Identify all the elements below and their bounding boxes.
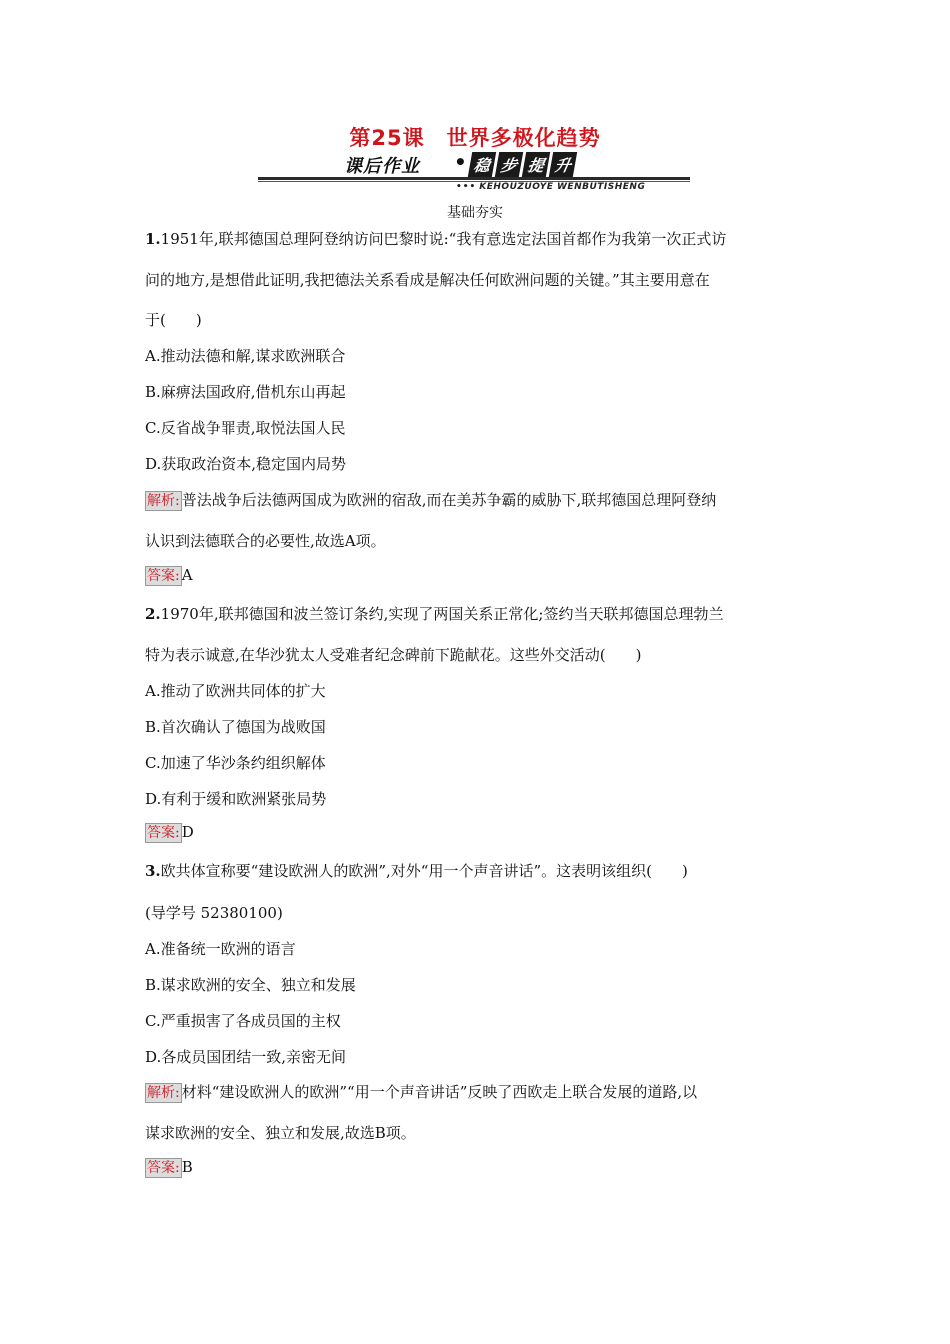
banner-rule bbox=[258, 177, 690, 180]
option: C.加速了华沙条约组织解体 bbox=[145, 754, 326, 772]
option: A.推动法德和解,谋求欧洲联合 bbox=[145, 347, 346, 365]
option: C.反省战争罪责,取悦法国人民 bbox=[145, 419, 346, 437]
section-heading: 基础夯实 bbox=[447, 205, 503, 221]
question-1-line: 1.1951年,联邦德国总理阿登纳访问巴黎时说:“我有意选定法国首都作为我第一次正式访 bbox=[145, 230, 727, 248]
answer-tag: 答案: bbox=[147, 568, 180, 584]
banner-badge: 升 bbox=[549, 152, 577, 177]
option: D.获取政治资本,稳定国内局势 bbox=[145, 455, 347, 473]
question-2-line: 特为表示诚意,在华沙犹太人受难者纪念碑前下跪献花。这些外交活动( ) bbox=[145, 646, 642, 664]
banner-badge: 稳 bbox=[468, 152, 496, 177]
answer: 答案: B bbox=[147, 1158, 193, 1176]
analysis: 解析: 材料“建设欧洲人的欧洲”“用一个声音讲话”反映了西欧走上联合发展的道路,以 bbox=[147, 1083, 698, 1101]
analysis-tag: 解析: bbox=[147, 1085, 180, 1101]
option: B.麻痹法国政府,借机东山再起 bbox=[145, 383, 346, 401]
banner-separator: • bbox=[454, 150, 467, 174]
homework-banner bbox=[258, 152, 690, 194]
option: B.首次确认了德国为战败国 bbox=[145, 718, 326, 736]
banner-badges bbox=[470, 152, 575, 177]
question-1-line: 问的地方,是想借此证明,我把德法关系看成是解决任何欧洲问题的关键。”其主要用意在 bbox=[145, 271, 710, 289]
option: D.有利于缓和欧洲紧张局势 bbox=[145, 790, 327, 808]
analysis: 谋求欧洲的安全、独立和发展,故选B项。 bbox=[145, 1124, 416, 1142]
option: A.准备统一欧洲的语言 bbox=[145, 940, 296, 958]
analysis-tag: 解析: bbox=[147, 493, 180, 509]
lesson-title: 第25课 世界多极化趋势 bbox=[349, 126, 601, 150]
analysis: 认识到法德联合的必要性,故选A项。 bbox=[145, 532, 386, 550]
guide-number: (导学号 52380100) bbox=[145, 904, 283, 922]
banner-badge: 提 bbox=[522, 152, 550, 177]
banner-badge: 步 bbox=[495, 152, 523, 177]
answer: 答案: A bbox=[147, 566, 193, 584]
option: B.谋求欧洲的安全、独立和发展 bbox=[145, 976, 356, 994]
answer: 答案: D bbox=[147, 823, 194, 841]
answer-tag: 答案: bbox=[147, 825, 180, 841]
question-1-line: 于( ) bbox=[145, 311, 202, 329]
question-3-line: 3.欧共体宣称要“建设欧洲人的欧洲”,对外“用一个声音讲话”。这表明该组织( ) bbox=[145, 862, 688, 880]
answer-tag: 答案: bbox=[147, 1160, 180, 1176]
option: D.各成员国团结一致,亲密无间 bbox=[145, 1048, 347, 1066]
option: C.严重损害了各成员国的主权 bbox=[145, 1012, 341, 1030]
option: A.推动了欧洲共同体的扩大 bbox=[145, 682, 326, 700]
question-2-line: 2.1970年,联邦德国和波兰签订条约,实现了两国关系正常化;签约当天联邦德国总理勃兰 bbox=[145, 605, 724, 623]
banner-label: 课后作业 bbox=[344, 156, 420, 177]
banner-subtitle: ••• KEHOUZUOYE WENBUTISHENG bbox=[456, 182, 646, 192]
analysis: 解析: 普法战争后法德两国成为欧洲的宿敌,而在美苏争霸的威胁下,联邦德国总理阿登纳 bbox=[147, 491, 717, 509]
